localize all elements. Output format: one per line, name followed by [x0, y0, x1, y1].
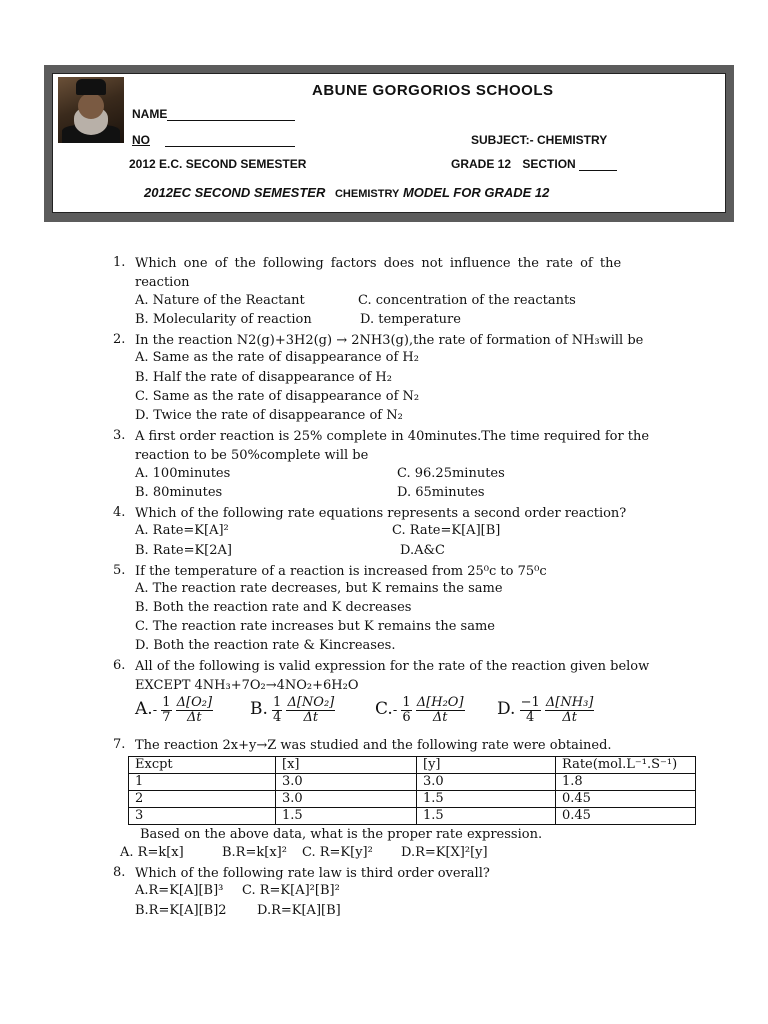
q3-option-d: D. 65minutes [397, 485, 485, 500]
q3-number: 3. [113, 428, 126, 443]
q6-text: All of the following is valid expression for the rate of the reaction given below [135, 659, 650, 674]
q8-option-d: D.R=K[A][B] [257, 903, 341, 918]
q4-option-c: C. Rate=K[A][B] [392, 523, 501, 538]
q6-equation: EXCEPT 4NH₃+7O₂→4NO₂+6H₂O [135, 678, 359, 693]
exam-title-b: CHEMISTRY [334, 188, 400, 200]
q6-option-b-coef: $\frac{1}{4}$ [273, 695, 282, 725]
q3-text: A first order reaction is 25% complete in 40minutes.The time required for the [135, 429, 650, 444]
q2-option-c: C. Same as the rate of disappearance of N₂ [135, 389, 420, 404]
q6-option-d-coef: $\frac{-1}{4}$ [520, 695, 540, 725]
q6-option-d [497, 696, 594, 725]
q6-option-b-rate: $\frac{\text{Δ[NO₂]}}{\Delta t}$ [287, 695, 335, 725]
q8-option-b: B.R=K[A][B]2 [135, 903, 227, 918]
table-cell: 3.0 [276, 791, 417, 808]
q6-option-a-coef: $\frac{1}{7}$ [162, 695, 171, 725]
q5-option-b: B. Both the reaction rate and K decreases [135, 600, 412, 615]
q6-option-b-label: B. [250, 699, 268, 719]
q2-number: 2. [113, 332, 126, 347]
q5-option-c: C. The reaction rate increases but K remains the same [135, 619, 496, 634]
q2-text: In the reaction N2(g)+3H2(g) → 2NH3(g),the rate of formation of NH₃will be [135, 333, 644, 348]
table-row [129, 808, 696, 825]
q7-option-c: C. R=K[y]² [302, 845, 373, 860]
q6-option-c-label: C. [375, 699, 393, 719]
q7-number: 7. [113, 737, 126, 752]
table-cell: 1.8 [556, 774, 696, 791]
no-field [132, 133, 295, 147]
table-row [129, 774, 696, 791]
q6-option-a [135, 696, 213, 725]
q4-number: 4. [113, 505, 126, 520]
q1-number: 1. [113, 255, 126, 270]
q6-option-a-label: A. [135, 699, 153, 719]
table-cell: 0.45 [556, 808, 696, 825]
q6-option-a-sign: - [152, 703, 158, 718]
q2-option-d: D. Twice the rate of disappearance of N₂ [135, 408, 403, 423]
table-cell: 1 [129, 774, 276, 791]
q4-option-a: A. Rate=K[A]² [135, 523, 229, 538]
exam-title-c: MODEL FOR GRADE 12 [402, 185, 550, 200]
table-cell: 1.5 [276, 808, 417, 825]
no-label: NO [132, 133, 150, 147]
q6-option-c-coef: $\frac{1}{6}$ [402, 695, 411, 725]
q8-number: 8. [113, 865, 126, 880]
table-header-row [129, 757, 696, 774]
q3-option-b: B. 80minutes [135, 485, 223, 500]
q5-option-a: A. The reaction rate decreases, but K remains the same [135, 581, 503, 596]
q6-option-c [375, 696, 465, 725]
q6-option-d-label: D. [497, 699, 516, 719]
q3-option-a: A. 100minutes [135, 466, 231, 481]
name-label: NAME [132, 107, 168, 121]
table-header-cell: [x] [276, 757, 417, 774]
no-blank [165, 135, 295, 147]
q6-number: 6. [113, 658, 126, 673]
table-cell: 1.5 [417, 791, 556, 808]
table-cell: 3.0 [417, 774, 556, 791]
q7-text: The reaction 2x+y→Z was studied and the following rate were obtained. [135, 738, 612, 753]
subject-label: SUBJECT:- CHEMISTRY [471, 133, 608, 147]
exam-title-a: 2012EC SECOND SEMESTER [144, 185, 326, 200]
semester-label: 2012 E.C. SECOND SEMESTER [129, 157, 307, 171]
q4-option-b: B. Rate=K[2A] [135, 543, 232, 558]
q1-option-a: A. Nature of the Reactant [135, 293, 305, 308]
q5-text: If the temperature of a reaction is increased from 25⁰c to 75⁰c [135, 564, 547, 579]
q6-option-c-sign: - [392, 703, 398, 718]
exam-title [144, 185, 549, 200]
name-blank [167, 109, 295, 121]
q2-option-b: B. Half the rate of disappearance of H₂ [135, 370, 392, 385]
q4-text: Which of the following rate equations represents a second order reaction? [135, 506, 627, 521]
table-header-cell: [y] [417, 757, 556, 774]
table-cell: 0.45 [556, 791, 696, 808]
q3-text-cont: reaction to be 50%complete will be [135, 448, 369, 463]
grade-label: GRADE 12 [451, 157, 512, 171]
q8-text: Which of the following rate law is third order overall? [135, 866, 490, 881]
table-row [129, 791, 696, 808]
q7-followup: Based on the above data, what is the proper rate expression. [140, 827, 543, 842]
q7-option-b: B.R=k[x]² [222, 845, 287, 860]
q6-option-b [250, 696, 335, 725]
table-header-cell: Excpt [129, 757, 276, 774]
name-field [132, 107, 295, 121]
section-label: SECTION [522, 157, 576, 171]
table-cell: 2 [129, 791, 276, 808]
q1-text: Which one of the following factors does not influence the rate of the [135, 256, 622, 271]
q6-option-c-rate: $\frac{\text{Δ[H₂O]}}{\Delta t}$ [416, 695, 464, 725]
q3-option-c: C. 96.25minutes [397, 466, 505, 481]
table-cell: 3.0 [276, 774, 417, 791]
q6-option-a-rate: $\frac{\text{Δ[O₂]}}{\Delta t}$ [176, 695, 213, 725]
q4-option-d: D.A&C [400, 543, 445, 558]
q7-option-a: A. R=k[x] [120, 845, 184, 860]
school-name: ABUNE GORGORIOS SCHOOLS [312, 82, 554, 99]
table-cell: 3 [129, 808, 276, 825]
grade-section [451, 157, 617, 171]
q5-option-d: D. Both the reaction rate & Kincreases. [135, 638, 396, 653]
section-blank [579, 159, 617, 171]
q6-option-d-rate: $\frac{\text{Δ[NH₃]}}{\Delta t}$ [545, 695, 594, 725]
q7-option-d: D.R=K[X]²[y] [401, 845, 488, 860]
q5-number: 5. [113, 563, 126, 578]
portrait-photo [58, 77, 124, 143]
rate-data-table [128, 756, 696, 825]
q8-option-c: C. R=K[A]²[B]² [242, 883, 340, 898]
q1-option-d: D. temperature [360, 312, 461, 327]
table-header-cell: Rate(mol.L⁻¹.S⁻¹) [556, 757, 696, 774]
q1-option-c: C. concentration of the reactants [358, 293, 576, 308]
q1-text-cont: reaction [135, 275, 190, 290]
q8-option-a: A.R=K[A][B]³ [135, 883, 224, 898]
table-cell: 1.5 [417, 808, 556, 825]
q2-option-a: A. Same as the rate of disappearance of H₂ [135, 350, 419, 365]
q1-option-b: B. Molecularity of reaction [135, 312, 312, 327]
